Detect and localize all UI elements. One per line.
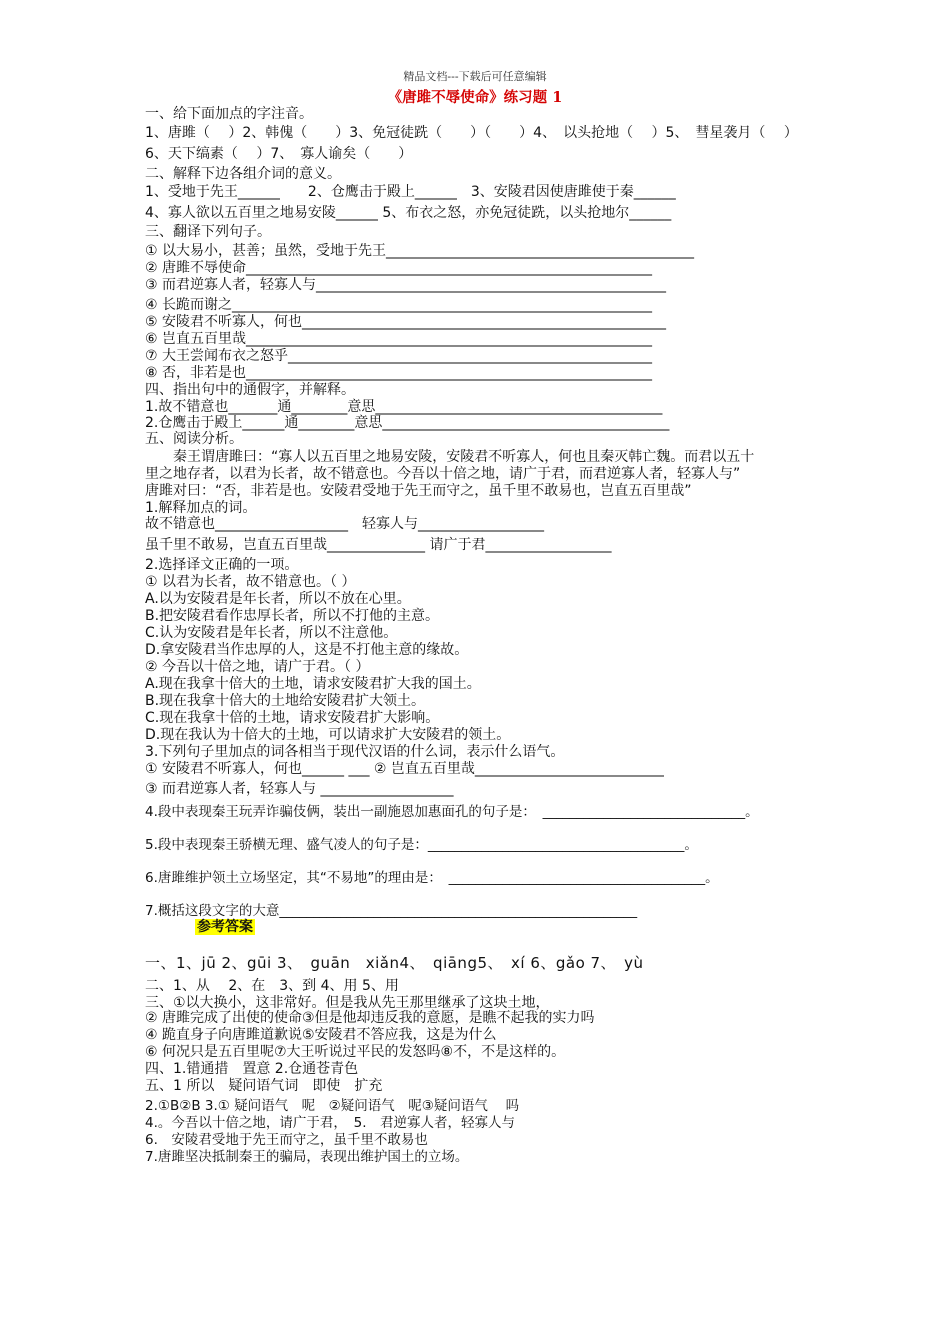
answer-line: 2.①B②B 3.① 疑问语气 呢 ②疑问语气 呢③疑问语气 吗 — [145, 1098, 520, 1114]
question-line: 4、寡人欲以五百里之地易安陵______ 5、布衣之怒，亦免冠徒跣，以头抢地尔______ — [145, 205, 672, 221]
question-line: 6.唐雎维护领土立场坚定，其“不易地”的理由是： ______________________________________。 — [145, 870, 719, 886]
option-line: B.现在我拿十倍大的土地给安陵君扩大领土。 — [145, 693, 426, 709]
question-line: 2.仓鹰击于殿上______通________意思_________________________________________ — [145, 415, 670, 431]
answer-line: ② 唐雎完成了出使的使命③但是他却违反我的意愿，是瞧不起我的实力吗 — [145, 1010, 595, 1026]
translation-line: ⑤ 安陵君不听寡人，何也____________________________________________________ — [145, 314, 667, 330]
answer-line: 三、①以大换小，这非常好。但是我从先王那里继承了这块土地， — [145, 995, 550, 1011]
option-line: C.现在我拿十倍的土地，请求安陵君扩大影响。 — [145, 710, 440, 726]
answer-line: 4.。今吾以十倍之地，请广于君， 5. 君逆寡人者，轻寡人与 — [145, 1115, 516, 1131]
question-line: 虽千里不敢易，岂直五百里哉______________ 请广于君__________________ — [145, 537, 612, 553]
question-line: 2.选择译文正确的一项。 — [145, 557, 299, 573]
question-line: 1、受地于先王______ 2、仓鹰击于殿上______ 3、安陵君因使唐雎使于秦______ — [145, 184, 676, 200]
question-line: 5.段中表现秦王骄横无理、盛气凌人的句子是：______________________________________。 — [145, 837, 698, 853]
option-line: D.拿安陵君当作忠厚的人，这是不打他主意的缘故。 — [145, 642, 469, 658]
answer-label: 参考答案 — [197, 919, 253, 935]
option-line: A.现在我拿十倍大的土地，请求安陵君扩大我的国土。 — [145, 676, 481, 692]
translation-line: ⑧ 否，非若是也__________________________________________________________ — [145, 365, 653, 381]
answer-line: 一、1、jū 2、gūi 3、 guān xiǎn4、 qiāng5、 xí 6、gǎo 7、 yù — [145, 954, 644, 972]
passage-line: 唐雎对曰：“否，非若是也。安陵君受地于先王而守之，虽千里不敢易也，岂直五百里哉” — [145, 483, 692, 499]
section-3-heading: 三、翻译下列句子。 — [145, 224, 271, 240]
answer-heading — [195, 919, 255, 936]
question-line: ① 安陵君不听寡人，何也______ ___ ② 岂直五百里哉___________________________ — [145, 761, 664, 777]
option-line: B.把安陵君看作忠厚长者，所以不打他的主意。 — [145, 608, 440, 624]
question-line: 7.概括这段文字的大意_____________________________________________________ — [145, 903, 638, 919]
translation-line: ⑥ 岂直五百里哉__________________________________________________________ — [145, 331, 653, 347]
question-line: 1、唐雎（ ）2、韩傀（ ）3、免冠徒跣（ ）（ ）4、 以头抢地（ ）5、 彗星袭月（ ） — [145, 125, 798, 141]
question-line: 4.段中表现秦王玩弄诈骗伎俩，装出一副施恩加惠面孔的句子是： ______________________________。 — [145, 804, 759, 820]
answer-line: 6. 安陵君受地于先王而守之，虽千里不敢易也 — [145, 1132, 428, 1148]
question-line: 故不错意也___________________ 轻寡人与__________________ — [145, 516, 544, 532]
page-header: 精品文档---下载后可任意编辑 — [403, 70, 547, 83]
translation-line: ③ 而君逆寡人者，轻寡人与__________________________________________________ — [145, 277, 667, 293]
passage-line: 里之地存者，以君为长者，故不错意也。今吾以十倍之地，请广于君，而君逆寡人者，轻寡人与” — [145, 466, 741, 482]
option-line: C.认为安陵君是年长者，所以不注意他。 — [145, 625, 398, 641]
answer-line: 7.唐雎坚决抵制秦王的骗局，表现出维护国土的立场。 — [145, 1149, 469, 1165]
section-1-heading: 一、给下面加点的字注音。 — [145, 106, 313, 122]
translation-line: ① 以大易小，甚善；虽然，受地于先王____________________________________________ — [145, 243, 694, 259]
question-line: 1.解释加点的词。 — [145, 500, 257, 516]
question-line: ③ 而君逆寡人者，轻寡人与 ___________________ — [145, 781, 454, 797]
question-line: 6、天下缟素（ ）7、 寡人谕矣（ ） — [145, 146, 413, 162]
answer-line: 四、1.错通措 置意 2.仓通苍青色 — [145, 1061, 359, 1077]
translation-line: ⑦ 大王尝闻布衣之怒乎____________________________________________________ — [145, 348, 653, 364]
answer-line: ④ 跪直身子向唐雎道歉说⑤安陵君不答应我，这是为什么 — [145, 1027, 497, 1043]
option-line: A.以为安陵君是年长者，所以不放在心里。 — [145, 591, 411, 607]
answer-line: ⑥ 何况只是五百里呢⑦大王听说过平民的发怒吗⑧不，不是这样的。 — [145, 1044, 566, 1060]
section-2-heading: 二、解释下边各组介词的意义。 — [145, 166, 341, 182]
question-line: 1.故不错意也_______通________意思_________________________________________ — [145, 399, 663, 415]
answer-line: 二、1、从 2、在 3、到 4、用 5、用 — [145, 978, 399, 994]
answer-line: 五、1 所以 疑问语气词 即使 扩充 — [145, 1078, 383, 1094]
translation-line: ② 唐雎不辱使命__________________________________________________________ — [145, 260, 653, 276]
question-line: 3.下列句子里加点的词各相当于现代汉语的什么词，表示什么语气。 — [145, 744, 565, 760]
section-4-heading: 四、指出句中的通假字，并解释。 — [145, 382, 355, 398]
translation-line: ④ 长跪而谢之____________________________________________________________ — [145, 297, 653, 313]
passage-line: 秦王谓唐雎曰：“寡人以五百里之地易安陵，安陵君不听寡人，何也且秦灭韩亡魏。而君以五十 — [145, 449, 755, 465]
question-line: ① 以君为长者，故不错意也。（ ） — [145, 574, 356, 590]
option-line: D.现在我认为十倍大的土地，可以请求扩大安陵君的领土。 — [145, 727, 511, 743]
page-title: 《唐雎不辱使命》练习题 1 — [387, 89, 563, 106]
section-5-heading: 五、阅读分析。 — [145, 431, 243, 447]
question-line: ② 今吾以十倍之地，请广于君。（ ） — [145, 659, 370, 675]
